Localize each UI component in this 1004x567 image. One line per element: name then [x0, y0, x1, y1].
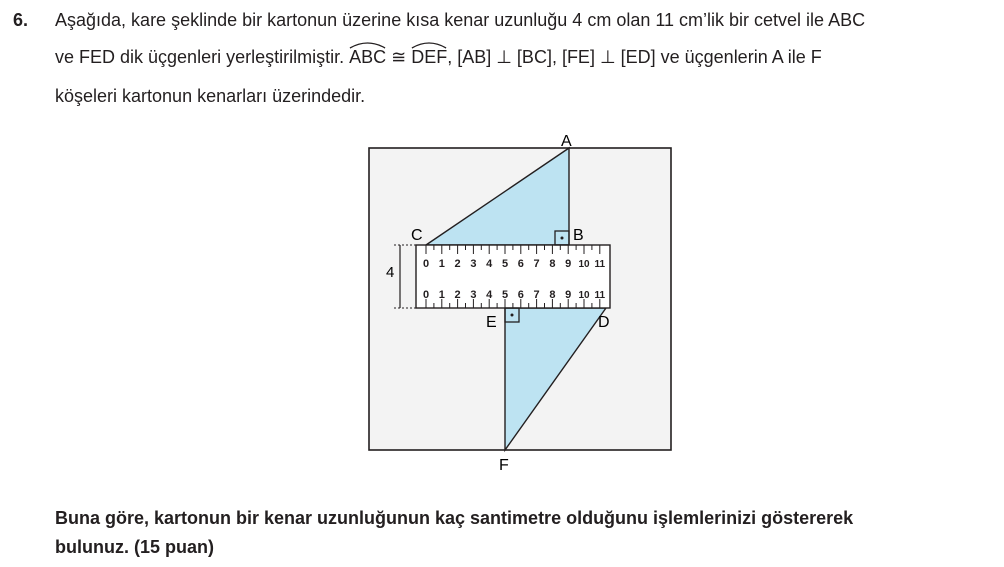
ruler-number: 9 — [565, 289, 572, 301]
angle-def-label: DEF — [411, 47, 448, 67]
ruler-number: 3 — [470, 258, 477, 270]
instruction-line-1: Buna göre, kartonun bir kenar uzunluğunun kaç santimetre olduğunu işlemlerinizi göstererek — [55, 508, 854, 528]
ruler-number: 2 — [454, 289, 461, 301]
ruler-number: 7 — [533, 289, 540, 301]
angle-abc-label: ABC — [349, 47, 387, 67]
ruler-number: 8 — [549, 258, 556, 270]
congruent-symbol: ≅ — [391, 47, 407, 67]
ruler-number: 6 — [517, 289, 524, 301]
question-text-line-1: Aşağıda, kare şeklinde bir kartonun üzerine kısa kenar uzunluğu 4 cm olan 11 cm’lik bir cetvel ile ABC — [55, 10, 866, 30]
ruler-number: 5 — [501, 289, 509, 301]
ruler-number: 0 — [422, 289, 430, 301]
vertex-f-label: F — [499, 457, 509, 474]
question-number: 6. — [13, 10, 29, 30]
ruler-number: 6 — [517, 258, 524, 270]
question-text-line-2-start: ve FED dik üçgenleri yerleştirilmiştir. — [55, 47, 345, 67]
ruler-number: 10 — [578, 290, 590, 301]
vertex-a-label: A — [561, 133, 572, 150]
ruler-number: 2 — [454, 258, 461, 270]
ruler-number: 10 — [578, 259, 590, 270]
instruction-line-2: bulunuz. (15 puan) — [55, 537, 214, 557]
ruler-number: 9 — [565, 258, 572, 270]
ruler-number: 11 — [594, 290, 606, 301]
ruler-number: 4 — [486, 289, 493, 301]
ruler-number: 4 — [486, 258, 493, 270]
ruler-number: 7 — [533, 258, 540, 270]
ruler-number: 0 — [422, 258, 430, 270]
ruler-number: 3 — [470, 289, 477, 301]
ruler-number: 1 — [438, 258, 445, 270]
ruler-number: 1 — [438, 289, 445, 301]
question-text-line-2-end: , [AB] ⊥ [BC], [FE] ⊥ [ED] ve üçgenlerin A ile F — [447, 47, 822, 67]
ruler-number: 8 — [549, 289, 556, 301]
ruler-number: 11 — [594, 259, 606, 270]
right-angle-dot-e — [511, 314, 514, 317]
vertex-c-label: C — [411, 227, 423, 244]
width-label: 4 — [386, 264, 395, 281]
vertex-d-label: D — [598, 314, 610, 331]
vertex-e-label: E — [486, 314, 497, 331]
right-angle-dot-b — [561, 237, 564, 240]
vertex-b-label: B — [573, 227, 584, 244]
question-text-line-3: köşeleri kartonun kenarları üzerindedir. — [55, 86, 366, 106]
ruler-number: 5 — [501, 258, 509, 270]
